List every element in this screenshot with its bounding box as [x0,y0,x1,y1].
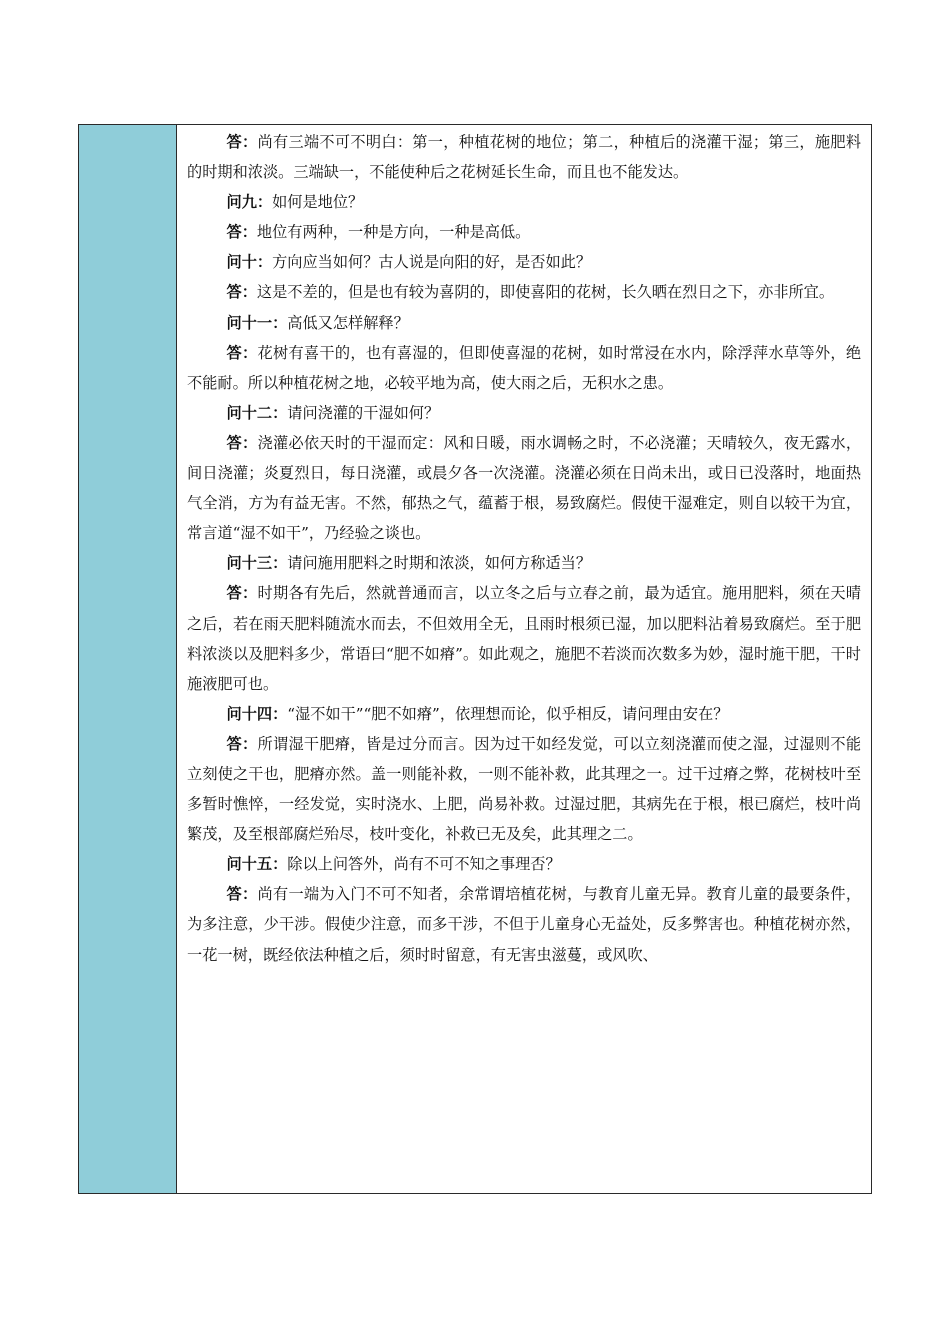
paragraph-lead: 问十四： [226,704,288,723]
paragraph-text: 时期各有先后，然就普通而言，以立冬之后与立春之前，最为适宜。施用肥料，须在天晴之后，若在雨天肥料随流水而去，不但效用全无，且雨时根须已湿，加以肥料沾着易致腐烂。至于肥料浓淡以及肥料多少，常语曰“肥不如瘠”。如此观之，施肥不若淡而次数多为妙，湿时施干肥，干时施液肥可也。 [187,584,862,693]
paragraph [187,849,861,879]
paragraph-text: 高低又怎样解释？ [287,313,409,332]
paragraph-text: 这是不差的，但是也有较为喜阴的，即使喜阳的花树，长久晒在烈日之下，亦非所宜。 [256,283,835,302]
content-cell [177,125,871,1193]
paragraph-text: 所谓湿干肥瘠，皆是过分而言。因为过干如经发觉，可以立刻浇灌而使之湿，过湿则不能立刻使之干也，肥瘠亦然。盖一则能补救，一则不能补救，此其理之一。过干过瘠之弊，花树枝叶至多暂时憔悴，一经发觉，实时浇水、上肥，尚易补救。过湿过肥，其病先在于根，根已腐烂，枝叶尚繁茂，及至根部腐烂殆尽，枝叶变化，补救已无及矣，此其理之二。 [187,734,862,844]
paragraph-lead: 问九： [226,193,273,212]
side-shaded-cell [79,125,177,1193]
paragraph-text: 浇灌必依天时的干湿而定：风和日暖，雨水调畅之时，不必浇灌；天晴较久，夜无露水，间日浇灌；炎夏烈日，每日浇灌，或晨夕各一次浇灌。浇灌必须在日尚未出，或日已没落时，地面热气全消，方为有益无害。不然，郁热之气，蕴蓄于根，易致腐烂。假使干湿难定，则自以较干为宜，常言道“湿不如干”，乃经验之谈也。 [187,433,862,543]
paragraph [187,729,861,849]
paragraph-text: 如何是地位？ [272,193,364,212]
paragraph-text: 地位有两种，一种是方向，一种是高低。 [256,223,531,242]
paragraph-lead: 问十五： [226,855,288,874]
paragraph [187,127,861,187]
paragraph [187,338,861,398]
paragraph [187,247,861,277]
document-table [78,124,872,1194]
paragraph-lead: 问十二： [226,403,288,422]
paragraph-text: 花树有喜干的，也有喜湿的，但即使喜湿的花树，如时常浸在水内，除浮萍水草等外，绝不能耐。所以种植花树之地，必较平地为高，使大雨之后，无积水之患。 [187,343,862,392]
paragraph [187,217,861,247]
paragraph [187,398,861,428]
paragraph [187,308,861,338]
paragraph-lead: 答： [226,734,258,753]
paragraph [187,578,861,698]
paragraph-text: 尚有一端为入门不可不知者，余常谓培植花树，与教育儿童无异。教育儿童的最要条件，为多注意，少干涉。假使少注意，而多干涉，不但于儿童身心无益处，反多弊害也。种植花树亦然，一花一树，既经依法种植之后，须时时留意，有无害虫滋蔓，或风吹、 [187,885,862,964]
paragraph [187,277,861,307]
paragraph-text: “湿不如干”“肥不如瘠”，依理想而论，似乎相反，请问理由安在？ [287,704,729,723]
paragraph-lead: 答： [226,223,257,242]
paragraph [187,548,861,578]
paragraph-lead: 答： [226,133,258,151]
paragraph-lead: 答： [226,885,258,904]
paragraph-lead: 问十一： [226,313,288,332]
paragraph [187,879,861,969]
paragraph-lead: 答： [226,283,257,302]
paragraph-lead: 问十： [226,253,273,272]
paragraph-lead: 答： [226,584,258,603]
paragraph-lead: 问十三： [226,554,288,573]
paragraph [187,428,861,548]
paragraph [187,699,861,729]
paragraph-text: 请问浇灌的干湿如何？ [287,403,440,422]
paragraph [187,187,861,217]
paragraph-text: 请问施用肥料之时期和浓淡，如何方称适当？ [287,554,592,573]
paragraph-text: 方向应当如何？古人说是向阳的好，是否如此？ [272,253,592,272]
paragraph-text: 除以上问答外，尚有不可不知之事理否？ [287,855,561,874]
paragraph-lead: 答： [226,433,258,452]
paragraph-lead: 答： [226,343,258,362]
paragraph-text: 尚有三端不可不明白：第一，种植花树的地位；第二，种植后的浇灌干湿；第三，施肥料的时期和浓淡。三端缺一，不能使种后之花树延长生命，而且也不能发达。 [187,133,862,182]
